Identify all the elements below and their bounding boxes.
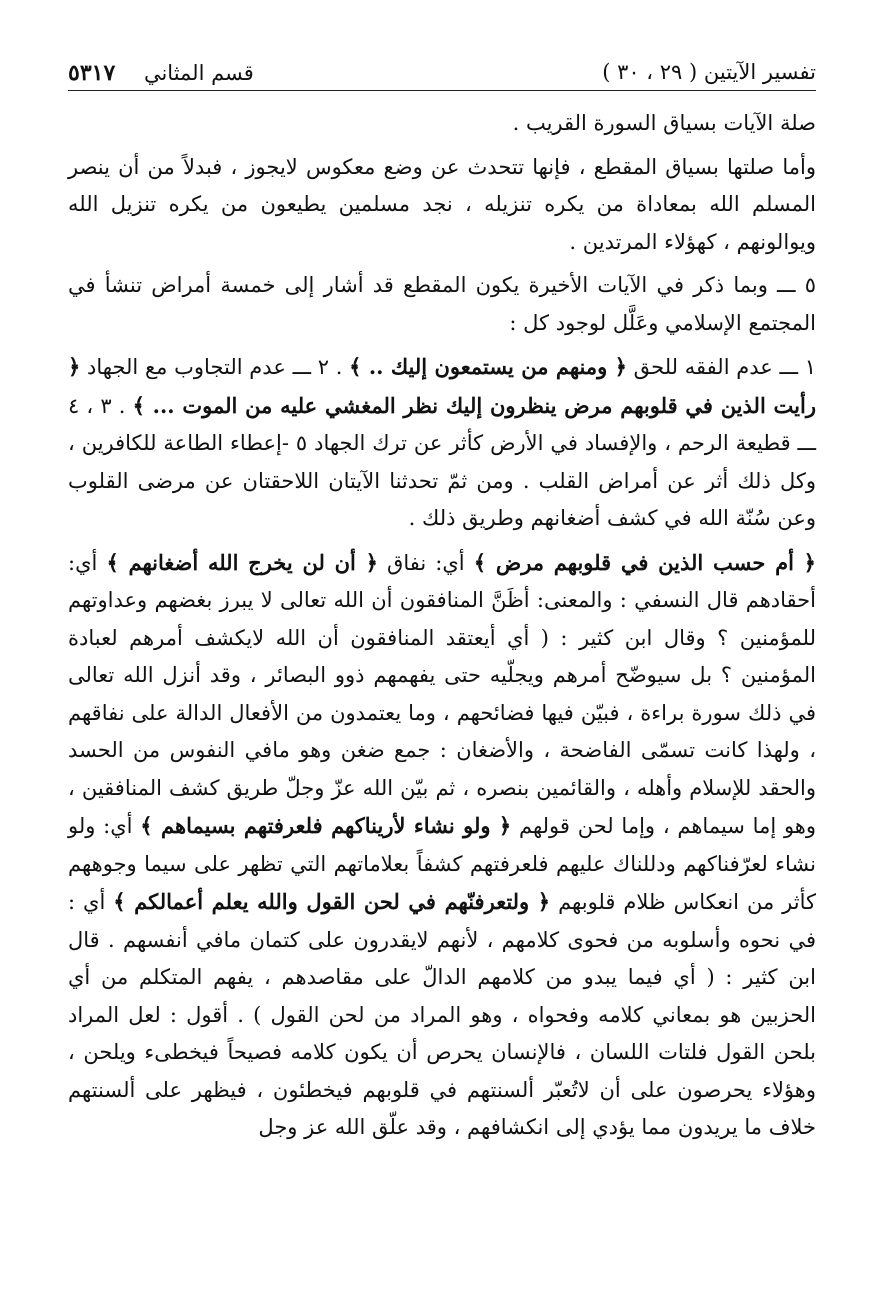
paragraph-3-text: ٥ ـــ وبما ذكر في الآيات الأخيرة يكون المقطع قد أشار إلى خمسة أمراض تنشأ في المجتمع الإسلامي وعَلَّل لوجود كل : <box>68 273 816 335</box>
quran-quote: ﴿ ولو نشاء لأريناكهم فلعرفتهم بسيماهم ﴾ <box>140 813 512 838</box>
page-number: ٥٣١٧ <box>68 60 116 86</box>
quran-quote: ﴿ أم حسب الذين في قلوبهم مرض ﴾ <box>473 549 816 575</box>
header-left <box>68 60 254 86</box>
quran-quote: ﴿ ولتعرفنّهم في لحن القول والله يعلم أعمالكم ﴾ <box>113 889 551 914</box>
quran-quote: ﴿ ومنهم من يستمعون إليك .. ﴾ <box>349 354 627 379</box>
section-name: قسم المثاني <box>143 61 254 85</box>
running-title: تفسير الآيتين ( ٢٩ ، ٣٠ ) <box>602 60 816 84</box>
paragraph-5 <box>68 544 816 1147</box>
paragraph-1-text: صلة الآيات بسياق السورة القريب . <box>512 111 816 135</box>
body-text <box>68 105 816 1147</box>
paragraph-2 <box>68 149 816 262</box>
paragraph-1 <box>68 105 816 143</box>
quran-quote: ﴿ أن لن يخرج الله أضغانهم ﴾ <box>106 549 378 575</box>
paragraph-5-text: ﴿ أم حسب الذين في قلوبهم مرض ﴾ أي: نفاق ﴿ أن لن يخرج الله أضغانهم ﴾ أي: أحقادهم قال النسفي : والمعنى: أظَنَّ المنافقون أن الله تعالى لا يبرز بغضهم وعداوتهم للمؤمنين ؟ وقال ابن كثير : ( أي أيعتقد المنافقون أن الله لايكشف أمرهم لعبادة المؤمنين ؟ بل سيوضّح أمرهم ويجلّيه حتى يفهمهم ذوو البصائر ، وقد أنزل الله تعالى في ذلك سورة براءة ، فبيّن فيها فضائحهم ، وما يعتمدون من الأفعال الدالة على نفاقهم ، ولهذا كانت تسمّى الفاضحة ، والأضغان : جمع ضغن وهو مافي النفوس من الحسد والحقد للإسلام وأهله ، والقائمين بنصره ، ثم بيّن الله عزّ وجلّ طريق كشف المنافقين ، وهو إما سيماهم ، وإما لحن قولهم ﴿ ولو نشاء لأريناكهم فلعرفتهم بسيماهم ﴾ أي: ولو نشاء لعرّفناكهم ودللناك عليهم فلعرفتهم كشفاً بعلاماتهم التي تظهر على سيما وجوههم كأثر من انعكاس ظلام قلوبهم ﴿ ولتعرفنّهم في لحن القول والله يعلم أعمالكم ﴾ أي : في نحوه وأسلوبه من فحوى كلامهم ، لأنهم لايقدرون على كتمان مافي أنفسهم . قال ابن كثير : ( أي فيما يبدو من كلامهم الدالّ على مقاصدهم ، يفهم المتكلم من أي الحزبين هو بمعاني كلامه وفحواه ، وهو المراد من لحن القول ) . أقول : لعل المراد بلحن القول فلتات اللسان ، فالإنسان يحرص أن يكون كلامه فصيحاً فيخطىء ويلحن ، وهؤلاء يحرصون على أن لاتُعبّر ألسنتهم في قلوبهم فيخطئون ، فيظهر على ألسنتهم خلاف ما يريدون مما يؤدي إلى انكشافهم ، وقد علّق الله عز وجل <box>68 549 817 1139</box>
paragraph-3 <box>68 267 816 342</box>
paragraph-4-text: ١ ـــ عدم الفقه للحق ﴿ ومنهم من يستمعون إليك .. ﴾ . ٢ ـــ عدم التجاوب مع الجهاد ﴿ رأيت الذين في قلوبهم مرض ينظرون إليك نظر المغشي عليه من الموت ... ﴾ . ٣ ، ٤ ـــ قطيعة الرحم ، والإفساد في الأرض كأثر عن ترك الجهاد ٥ -إعطاء الطاعة للكافرين ، وكل ذلك أثر عن أمراض القلب . ومن ثمّ تحدثنا الآيتان اللاحقتان عن مرضى القلوب وعن سُنّة الله في كشف أضغانهم وطريق ذلك . <box>68 354 817 530</box>
page <box>68 50 816 1153</box>
quran-quote: ﴿ رأيت الذين في قلوبهم مرض ينظرون إليك نظر المغشي عليه من الموت ... ﴾ <box>68 354 816 418</box>
paragraph-4 <box>68 348 816 538</box>
paragraph-2-text: وأما صلتها بسياق المقطع ، فإنها تتحدث عن وضع معكوس لايجوز ، فبدلاً من أن ينصر المسلم الله بمعاداة من يكره تنزيله ، نجد مسلمين يطيعون من يكره تنزيل الله ويوالونهم ، كهؤلاء المرتدين . <box>68 154 816 254</box>
page-header <box>68 50 816 91</box>
